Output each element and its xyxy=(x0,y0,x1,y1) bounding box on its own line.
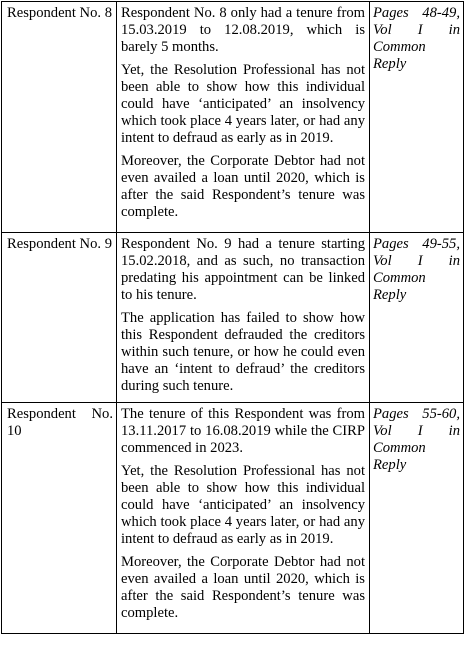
submission-cell xyxy=(117,403,370,634)
respondent-label: Respondent No. 10 xyxy=(7,406,113,439)
reference-cell xyxy=(370,403,464,634)
reference-cell xyxy=(370,2,464,233)
submission-paragraph: Yet, the Resolution Professional has not been able to show how this individual could have ‘anticipated’ an insolvency which took place 4 years later, or had any intent to defraud as early as in 2019. xyxy=(121,463,365,547)
table-row-respondent-10 xyxy=(2,403,464,634)
reference-text: Pages 48-49, Vol I in Common Reply xyxy=(373,5,460,72)
reference-text: Pages 55-60, Vol I in Common Reply xyxy=(373,406,460,473)
submission-paragraph: Respondent No. 9 had a tenure starting 15.02.2018, and as such, no transaction predating his appointment can be linked to his tenure. xyxy=(121,236,365,303)
respondent-cell xyxy=(2,403,117,634)
respondent-label: Respondent No. 9 xyxy=(7,236,112,252)
reference-cell xyxy=(370,233,464,403)
submission-paragraph: Respondent No. 8 only had a tenure from 15.03.2019 to 12.08.2019, which is barely 5 months. xyxy=(121,5,365,55)
respondent-cell xyxy=(2,233,117,403)
submission-cell xyxy=(117,2,370,233)
respondent-cell xyxy=(2,2,117,233)
submission-paragraph: The tenure of this Respondent was from 13.11.2017 to 16.08.2019 while the CIRP commenced in 2023. xyxy=(121,406,365,456)
submission-cell xyxy=(117,233,370,403)
submission-paragraph: Yet, the Resolution Professional has not been able to show how this individual could have ‘anticipated’ an insolvency which took place 4 years later, or had any intent to defraud as early as in 2019. xyxy=(121,62,365,146)
submission-paragraph: The application has failed to show how this Respondent defrauded the creditors within such tenure, or how he could even have an ‘intent to defraud’ the creditors during such tenure. xyxy=(121,310,365,394)
reference-text: Pages 49-55, Vol I in Common Reply xyxy=(373,236,460,303)
table-row-respondent-9 xyxy=(2,233,464,403)
respondent-label: Respondent No. 8 xyxy=(7,5,112,21)
submission-paragraph: Moreover, the Corporate Debtor had not even availed a loan until 2020, which is after the said Respondent’s tenure was complete. xyxy=(121,554,365,621)
table-row-respondent-8 xyxy=(2,2,464,233)
submission-paragraph: Moreover, the Corporate Debtor had not even availed a loan until 2020, which is after the said Respondent’s tenure was complete. xyxy=(121,153,365,220)
respondent-table xyxy=(1,1,464,634)
